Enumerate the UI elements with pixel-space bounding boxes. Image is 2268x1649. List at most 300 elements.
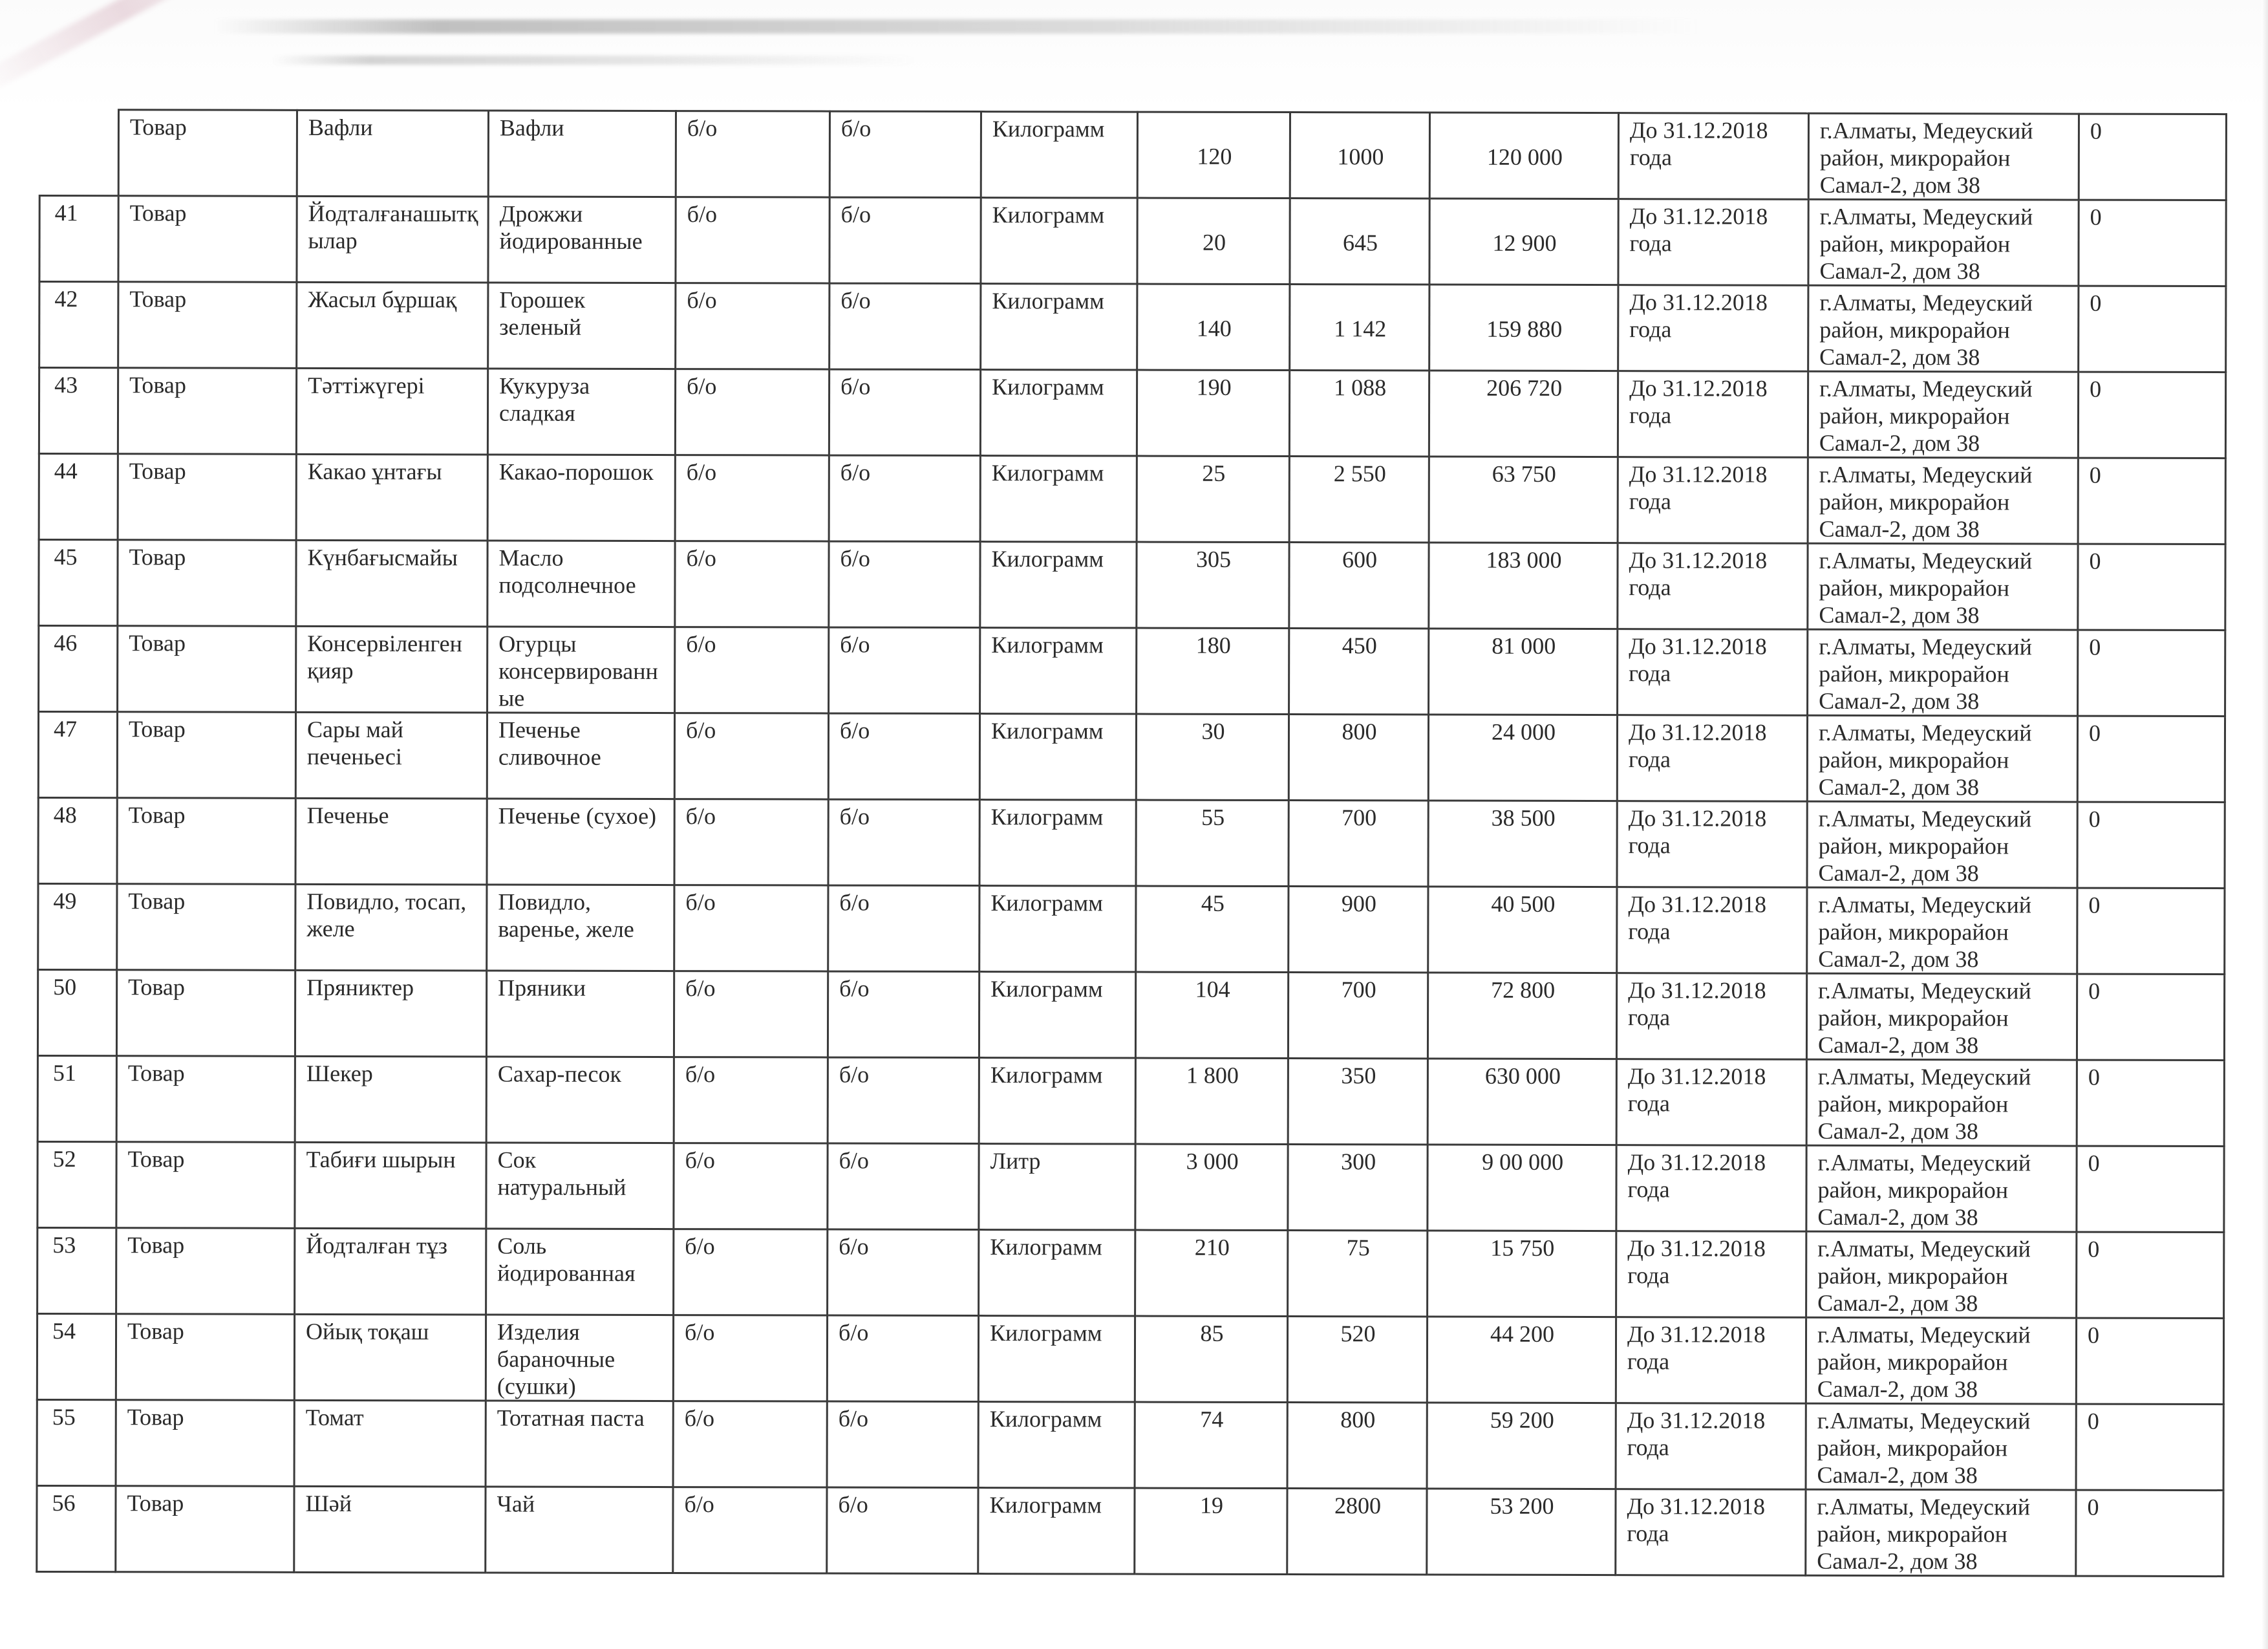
total-amount-cell — [1428, 1145, 1616, 1231]
unit-of-measure: Килограмм — [990, 890, 1104, 916]
quantity: 3 000 — [1186, 1148, 1239, 1174]
unit-of-measure-cell — [979, 1230, 1135, 1317]
delivery-term-cell — [1616, 973, 1806, 1060]
table-row — [37, 1055, 2224, 1146]
delivery-place: г.Алматы, Медеуский район, микрорайон Самал-2, дом 38 — [1817, 977, 2031, 1059]
delivery-place: г.Алматы, Медеуский район, микрорайон Самал-2, дом 38 — [1819, 203, 2033, 285]
previous-page-strip — [272, 56, 918, 65]
delivery-place-cell — [1806, 1145, 2077, 1232]
item-type-cell — [116, 1228, 295, 1315]
delivery-term: До 31.12.2018 года — [1629, 547, 1768, 601]
name-russian-cell — [487, 885, 674, 971]
row-number: 54 — [52, 1318, 76, 1344]
short-spec-cell — [676, 111, 829, 197]
unit-price: 2800 — [1334, 1493, 1382, 1519]
short-spec: б/о — [685, 717, 716, 744]
advance-payment-cell — [2077, 1060, 2224, 1146]
total-amount-cell — [1427, 1489, 1616, 1575]
quantity: 30 — [1201, 718, 1225, 744]
full-spec: б/о — [839, 889, 870, 916]
full-spec: б/о — [839, 1147, 869, 1174]
unit-of-measure-cell — [980, 370, 1137, 457]
advance-payment-cell — [2077, 1146, 2224, 1232]
name-kazakh-cell — [296, 454, 487, 541]
total-amount: 15 750 — [1490, 1234, 1555, 1261]
row-number-cell — [39, 368, 118, 454]
short-spec: б/о — [687, 201, 718, 228]
name-russian-cell — [488, 283, 676, 369]
total-amount-cell — [1429, 199, 1618, 285]
name-russian: Повидло, варенье, желе — [498, 889, 634, 942]
table-row — [39, 454, 2225, 544]
table-row — [39, 110, 2226, 200]
short-spec: б/о — [686, 459, 717, 486]
short-spec-cell — [676, 197, 829, 283]
unit-of-measure-cell — [980, 628, 1137, 715]
delivery-term: До 31.12.2018 года — [1628, 805, 1767, 859]
name-russian: Огурцы консервированные — [498, 630, 658, 711]
name-russian-cell — [487, 799, 674, 885]
total-amount-cell — [1428, 1231, 1616, 1317]
delivery-place-cell — [1807, 715, 2077, 802]
delivery-term-cell — [1618, 629, 1808, 716]
name-kazakh-cell — [295, 884, 487, 971]
unit-of-measure-cell — [978, 1316, 1135, 1403]
name-russian: Масло подсолнечное — [498, 544, 636, 598]
name-kazakh-cell — [295, 712, 487, 799]
quantity: 25 — [1202, 460, 1226, 486]
name-russian: Чай — [497, 1491, 535, 1517]
delivery-term-cell — [1616, 1489, 1806, 1576]
delivery-place-cell — [1806, 1317, 2076, 1404]
unit-of-measure: Килограмм — [990, 1062, 1103, 1088]
item-type-cell — [118, 110, 297, 197]
delivery-place: г.Алматы, Медеуский район, микрорайон Самал-2, дом 38 — [1817, 1407, 2031, 1489]
unit-of-measure-cell — [978, 1488, 1135, 1575]
advance-payment: 0 — [2090, 204, 2102, 230]
row-number-cell — [39, 454, 118, 540]
quantity-cell — [1137, 370, 1289, 456]
name-kazakh: Шекер — [306, 1060, 373, 1087]
short-spec-cell — [675, 541, 829, 627]
delivery-place: г.Алматы, Медеуский район, микрорайон Самал-2, дом 38 — [1817, 1149, 2031, 1231]
page-fold-shadow — [0, 0, 276, 98]
delivery-place: г.Алматы, Медеуский район, микрорайон Самал-2, дом 38 — [1818, 805, 2032, 887]
advance-payment-cell — [2078, 372, 2225, 458]
delivery-place: г.Алматы, Медеуский район, микрорайон Самал-2, дом 38 — [1817, 1321, 2031, 1403]
full-spec-cell — [828, 1229, 979, 1315]
name-russian: Соль йодированная — [497, 1233, 636, 1286]
unit-of-measure-cell — [979, 800, 1136, 887]
delivery-place: г.Алматы, Медеуский район, микрорайон Самал-2, дом 38 — [1818, 891, 2032, 973]
unit-price: 300 — [1341, 1148, 1376, 1175]
short-spec: б/о — [685, 975, 716, 1002]
table-row — [39, 196, 2226, 286]
item-type: Товар — [127, 1318, 184, 1344]
full-spec-cell — [829, 283, 981, 369]
full-spec: б/о — [839, 717, 870, 744]
item-type: Товар — [127, 1232, 185, 1258]
short-spec-cell — [674, 713, 828, 799]
delivery-term: До 31.12.2018 года — [1629, 289, 1768, 343]
advance-payment-cell — [2077, 716, 2225, 802]
delivery-place: г.Алматы, Медеуский район, микрорайон Самал-2, дом 38 — [1817, 1235, 2031, 1317]
unit-price: 450 — [1342, 632, 1377, 659]
delivery-place-cell — [1806, 1059, 2077, 1146]
delivery-term: До 31.12.2018 года — [1627, 1149, 1766, 1203]
procurement-table — [36, 109, 2227, 1577]
delivery-place-cell — [1806, 1489, 2076, 1576]
unit-price: 900 — [1341, 890, 1376, 917]
unit-of-measure-cell — [979, 1058, 1135, 1145]
total-amount-cell — [1427, 1403, 1616, 1489]
delivery-place: г.Алматы, Медеуский район, микрорайон Самал-2, дом 38 — [1819, 633, 2032, 715]
name-russian: Горошек зеленый — [499, 286, 586, 340]
row-number-cell — [37, 1227, 116, 1313]
unit-of-measure-cell — [981, 198, 1137, 285]
delivery-term-cell — [1616, 1317, 1806, 1404]
item-type: Товар — [129, 114, 187, 140]
advance-payment: 0 — [2090, 118, 2102, 144]
advance-payment-cell — [2077, 888, 2225, 974]
unit-price: 600 — [1342, 546, 1378, 573]
total-amount: 63 750 — [1492, 460, 1556, 487]
total-amount: 9 00 000 — [1482, 1148, 1564, 1175]
row-number-cell — [38, 712, 117, 798]
name-russian: Какао-порошок — [498, 458, 654, 485]
delivery-place: г.Алматы, Медеуский район, микрорайон Самал-2, дом 38 — [1819, 547, 2033, 629]
row-number: 51 — [52, 1060, 76, 1086]
advance-payment: 0 — [2088, 978, 2101, 1004]
item-type: Товар — [128, 888, 186, 914]
name-kazakh: Ойық тоқаш — [305, 1318, 429, 1345]
table-row — [37, 970, 2224, 1061]
full-spec-cell — [828, 1143, 979, 1229]
unit-of-measure: Килограмм — [990, 718, 1104, 744]
name-russian-cell — [487, 541, 675, 627]
name-russian: Изделия бараночные (сушки) — [497, 1319, 615, 1399]
total-amount: 38 500 — [1491, 804, 1556, 831]
unit-of-measure-cell — [979, 714, 1136, 801]
delivery-term-cell — [1618, 113, 1808, 200]
short-spec: б/о — [685, 1147, 715, 1174]
short-spec-cell — [675, 627, 829, 713]
delivery-term: До 31.12.2018 года — [1627, 1407, 1766, 1461]
name-kazakh-cell — [294, 1486, 486, 1573]
total-amount: 12 900 — [1492, 230, 1557, 256]
name-russian-cell — [488, 111, 676, 197]
table-row — [39, 626, 2225, 717]
advance-payment: 0 — [2088, 892, 2101, 918]
advance-payment: 0 — [2088, 1150, 2100, 1176]
advance-payment-cell — [2076, 1490, 2223, 1576]
full-spec: б/о — [838, 1319, 869, 1346]
delivery-term-cell — [1617, 887, 1807, 974]
delivery-term: До 31.12.2018 года — [1629, 461, 1768, 515]
delivery-term: До 31.12.2018 года — [1629, 375, 1768, 429]
name-kazakh: Повидло, тосап, желе — [306, 888, 467, 942]
delivery-place-cell — [1808, 113, 2079, 200]
name-russian: Вафли — [499, 114, 564, 141]
quantity-cell — [1135, 972, 1288, 1058]
unit-of-measure: Килограмм — [990, 804, 1104, 830]
quantity: 305 — [1196, 546, 1232, 572]
quantity: 104 — [1195, 976, 1230, 1002]
row-number: 46 — [54, 630, 78, 656]
advance-payment: 0 — [2089, 634, 2101, 660]
name-kazakh: Күнбағысмайы — [307, 544, 458, 571]
name-kazakh: Сары май печеньесі — [306, 716, 404, 770]
row-number: 41 — [54, 200, 78, 226]
total-amount: 44 200 — [1490, 1320, 1555, 1347]
short-spec: б/о — [686, 545, 716, 572]
name-kazakh-cell — [295, 1228, 486, 1315]
total-amount: 40 500 — [1491, 890, 1556, 917]
name-russian-cell — [486, 1487, 673, 1573]
item-type-cell — [118, 540, 296, 627]
advance-payment: 0 — [2090, 290, 2102, 316]
advance-payment: 0 — [2088, 1064, 2100, 1090]
row-number: 55 — [52, 1404, 76, 1430]
row-number-cell — [37, 1485, 116, 1571]
row-number-cell — [39, 196, 118, 282]
total-amount-cell — [1428, 1059, 1616, 1145]
quantity: 45 — [1201, 890, 1225, 916]
unit-price-cell — [1289, 801, 1428, 887]
delivery-term: До 31.12.2018 года — [1629, 203, 1768, 257]
short-spec-cell — [674, 971, 828, 1057]
full-spec: б/о — [840, 373, 871, 400]
row-number: 44 — [54, 458, 78, 484]
delivery-term: До 31.12.2018 года — [1628, 719, 1767, 773]
short-spec: б/о — [685, 803, 716, 830]
quantity-cell — [1135, 1316, 1287, 1402]
unit-of-measure: Килограмм — [990, 1234, 1102, 1260]
quantity: 19 — [1199, 1492, 1224, 1518]
advance-payment: 0 — [2090, 376, 2102, 402]
item-type: Товар — [127, 1404, 184, 1430]
short-spec-cell — [676, 283, 829, 369]
name-kazakh-cell — [296, 540, 487, 627]
quantity: 190 — [1196, 374, 1232, 400]
advance-payment-cell — [2077, 974, 2224, 1060]
item-type: Товар — [129, 372, 186, 398]
unit-price-cell — [1289, 887, 1428, 973]
short-spec-cell — [673, 1487, 827, 1573]
full-spec-cell — [829, 111, 981, 197]
table-row — [37, 1227, 2224, 1318]
table-row — [38, 798, 2225, 889]
name-russian: Пряники — [498, 975, 586, 1001]
unit-price: 700 — [1342, 804, 1377, 831]
unit-of-measure-cell — [981, 112, 1137, 199]
total-amount-cell — [1427, 1317, 1616, 1403]
row-number: 48 — [53, 802, 77, 828]
name-kazakh: Томат — [305, 1404, 364, 1431]
unit-price: 700 — [1341, 976, 1376, 1003]
unit-price-cell — [1289, 457, 1429, 543]
advance-payment: 0 — [2087, 1494, 2099, 1520]
unit-of-measure: Килограмм — [989, 1320, 1102, 1346]
delivery-term-cell — [1616, 1231, 1806, 1318]
total-amount-cell — [1429, 285, 1618, 371]
unit-price-cell — [1289, 371, 1429, 457]
previous-page-strip — [213, 19, 1700, 34]
name-kazakh-cell — [297, 110, 488, 197]
unit-price-cell — [1289, 715, 1428, 801]
unit-of-measure-cell — [979, 886, 1136, 973]
full-spec: б/о — [840, 631, 870, 658]
quantity: 85 — [1200, 1320, 1224, 1346]
item-type: Товар — [128, 716, 186, 742]
item-type-cell — [116, 1142, 295, 1229]
delivery-term: До 31.12.2018 года — [1629, 633, 1767, 687]
unit-price: 800 — [1342, 718, 1377, 745]
unit-of-measure: Литр — [990, 1148, 1041, 1174]
item-type: Товар — [127, 1490, 184, 1516]
quantity-cell — [1136, 800, 1289, 886]
delivery-place-cell — [1808, 285, 2079, 372]
table-row — [39, 282, 2226, 372]
quantity: 55 — [1201, 804, 1225, 830]
unit-price-cell — [1290, 199, 1429, 285]
unit-of-measure: Килограмм — [991, 632, 1104, 658]
total-amount-cell — [1429, 457, 1618, 543]
name-kazakh: Тәттіжүгері — [308, 372, 425, 399]
total-amount: 120 000 — [1486, 144, 1563, 170]
short-spec: б/о — [684, 1319, 715, 1346]
item-type-cell — [118, 282, 297, 369]
total-amount: 206 720 — [1486, 374, 1563, 401]
item-type-cell — [118, 626, 296, 713]
unit-of-measure: Килограмм — [991, 460, 1104, 486]
name-russian-cell — [486, 1229, 674, 1315]
full-spec-cell — [827, 1315, 978, 1401]
unit-of-measure: Килограмм — [992, 374, 1104, 400]
quantity-cell — [1135, 1144, 1288, 1230]
table-row — [37, 1485, 2223, 1576]
row-number-cell — [39, 110, 118, 196]
advance-payment-cell — [2076, 1404, 2223, 1490]
unit-of-measure: Килограмм — [989, 1492, 1102, 1518]
unit-of-measure: Килограмм — [989, 1406, 1102, 1432]
unit-price: 350 — [1341, 1062, 1376, 1089]
unit-price: 1000 — [1337, 144, 1384, 170]
quantity-cell — [1135, 1402, 1287, 1488]
name-russian-cell — [486, 971, 674, 1057]
delivery-place-cell — [1808, 543, 2078, 630]
quantity-cell — [1137, 542, 1289, 628]
item-type: Товар — [129, 630, 186, 656]
item-type-cell — [116, 970, 295, 1057]
delivery-term-cell — [1618, 457, 1808, 544]
full-spec-cell — [827, 1487, 978, 1573]
delivery-term: До 31.12.2018 года — [1629, 117, 1768, 171]
name-russian-cell — [486, 1057, 674, 1143]
row-number-cell — [39, 626, 118, 712]
name-russian: Печенье (сухое) — [498, 803, 657, 830]
unit-price-cell — [1287, 1317, 1427, 1403]
short-spec: б/о — [685, 1061, 716, 1088]
delivery-term: До 31.12.2018 года — [1627, 1321, 1766, 1375]
unit-of-measure-cell — [980, 456, 1137, 543]
unit-of-measure: Килограмм — [992, 202, 1105, 228]
unit-price-cell — [1289, 543, 1429, 629]
unit-of-measure: Килограмм — [992, 288, 1104, 314]
quantity: 74 — [1200, 1406, 1224, 1432]
full-spec-cell — [829, 541, 980, 627]
advance-payment: 0 — [2088, 720, 2101, 746]
delivery-term-cell — [1618, 371, 1808, 458]
full-spec-cell — [828, 799, 979, 885]
unit-of-measure-cell — [979, 1144, 1135, 1231]
total-amount-cell — [1429, 113, 1618, 199]
quantity-cell — [1135, 1488, 1287, 1574]
item-type-cell — [116, 1486, 294, 1573]
name-kazakh: Консервіленген қияр — [307, 630, 462, 684]
delivery-place-cell — [1806, 1231, 2077, 1318]
name-kazakh: Печенье — [306, 802, 389, 829]
delivery-term-cell — [1616, 1059, 1806, 1146]
full-spec-cell — [829, 627, 980, 713]
short-spec-cell — [674, 1143, 828, 1229]
row-number: 56 — [52, 1490, 76, 1516]
delivery-term: До 31.12.2018 года — [1627, 1493, 1766, 1547]
name-kazakh: Какао ұнтағы — [307, 458, 442, 485]
unit-price: 1 088 — [1334, 374, 1387, 401]
quantity-cell — [1137, 284, 1290, 370]
total-amount-cell — [1429, 543, 1618, 629]
row-number-cell — [37, 1141, 116, 1227]
short-spec-cell — [675, 369, 829, 455]
unit-price-cell — [1290, 113, 1429, 199]
total-amount: 159 880 — [1486, 316, 1563, 342]
delivery-place: г.Алматы, Медеуский район, микрорайон Самал-2, дом 38 — [1819, 461, 2033, 543]
full-spec-cell — [829, 197, 981, 283]
delivery-term-cell — [1618, 543, 1808, 630]
table-row — [37, 1399, 2223, 1490]
item-type: Товар — [128, 974, 185, 1000]
item-type: Товар — [129, 200, 187, 226]
full-spec: б/о — [839, 975, 870, 1002]
advance-payment-cell — [2076, 1318, 2223, 1404]
delivery-term-cell — [1617, 715, 1807, 802]
advance-payment-cell — [2078, 458, 2225, 544]
item-type-cell — [116, 1400, 294, 1487]
row-number: 49 — [53, 888, 77, 914]
full-spec-cell — [828, 713, 979, 799]
total-amount: 53 200 — [1490, 1493, 1554, 1519]
total-amount: 630 000 — [1484, 1062, 1561, 1089]
delivery-term-cell — [1618, 199, 1808, 286]
name-russian: Сок натуральный — [497, 1147, 626, 1200]
quantity: 1 800 — [1186, 1062, 1239, 1088]
name-kazakh: Йодталған тұз — [306, 1232, 448, 1259]
row-number-cell — [38, 798, 117, 884]
row-number: 42 — [54, 286, 78, 312]
item-type: Товар — [128, 802, 186, 828]
name-russian-cell — [487, 369, 675, 455]
delivery-term-cell — [1616, 1403, 1806, 1490]
name-kazakh: Йодталғанашытқылар — [308, 200, 478, 254]
full-spec-cell — [827, 1401, 978, 1487]
short-spec: б/о — [687, 373, 717, 400]
unit-of-measure-cell — [981, 284, 1137, 371]
item-type-cell — [118, 196, 297, 283]
full-spec: б/о — [838, 1491, 868, 1518]
quantity-cell — [1136, 714, 1289, 800]
row-number-cell — [39, 540, 118, 626]
